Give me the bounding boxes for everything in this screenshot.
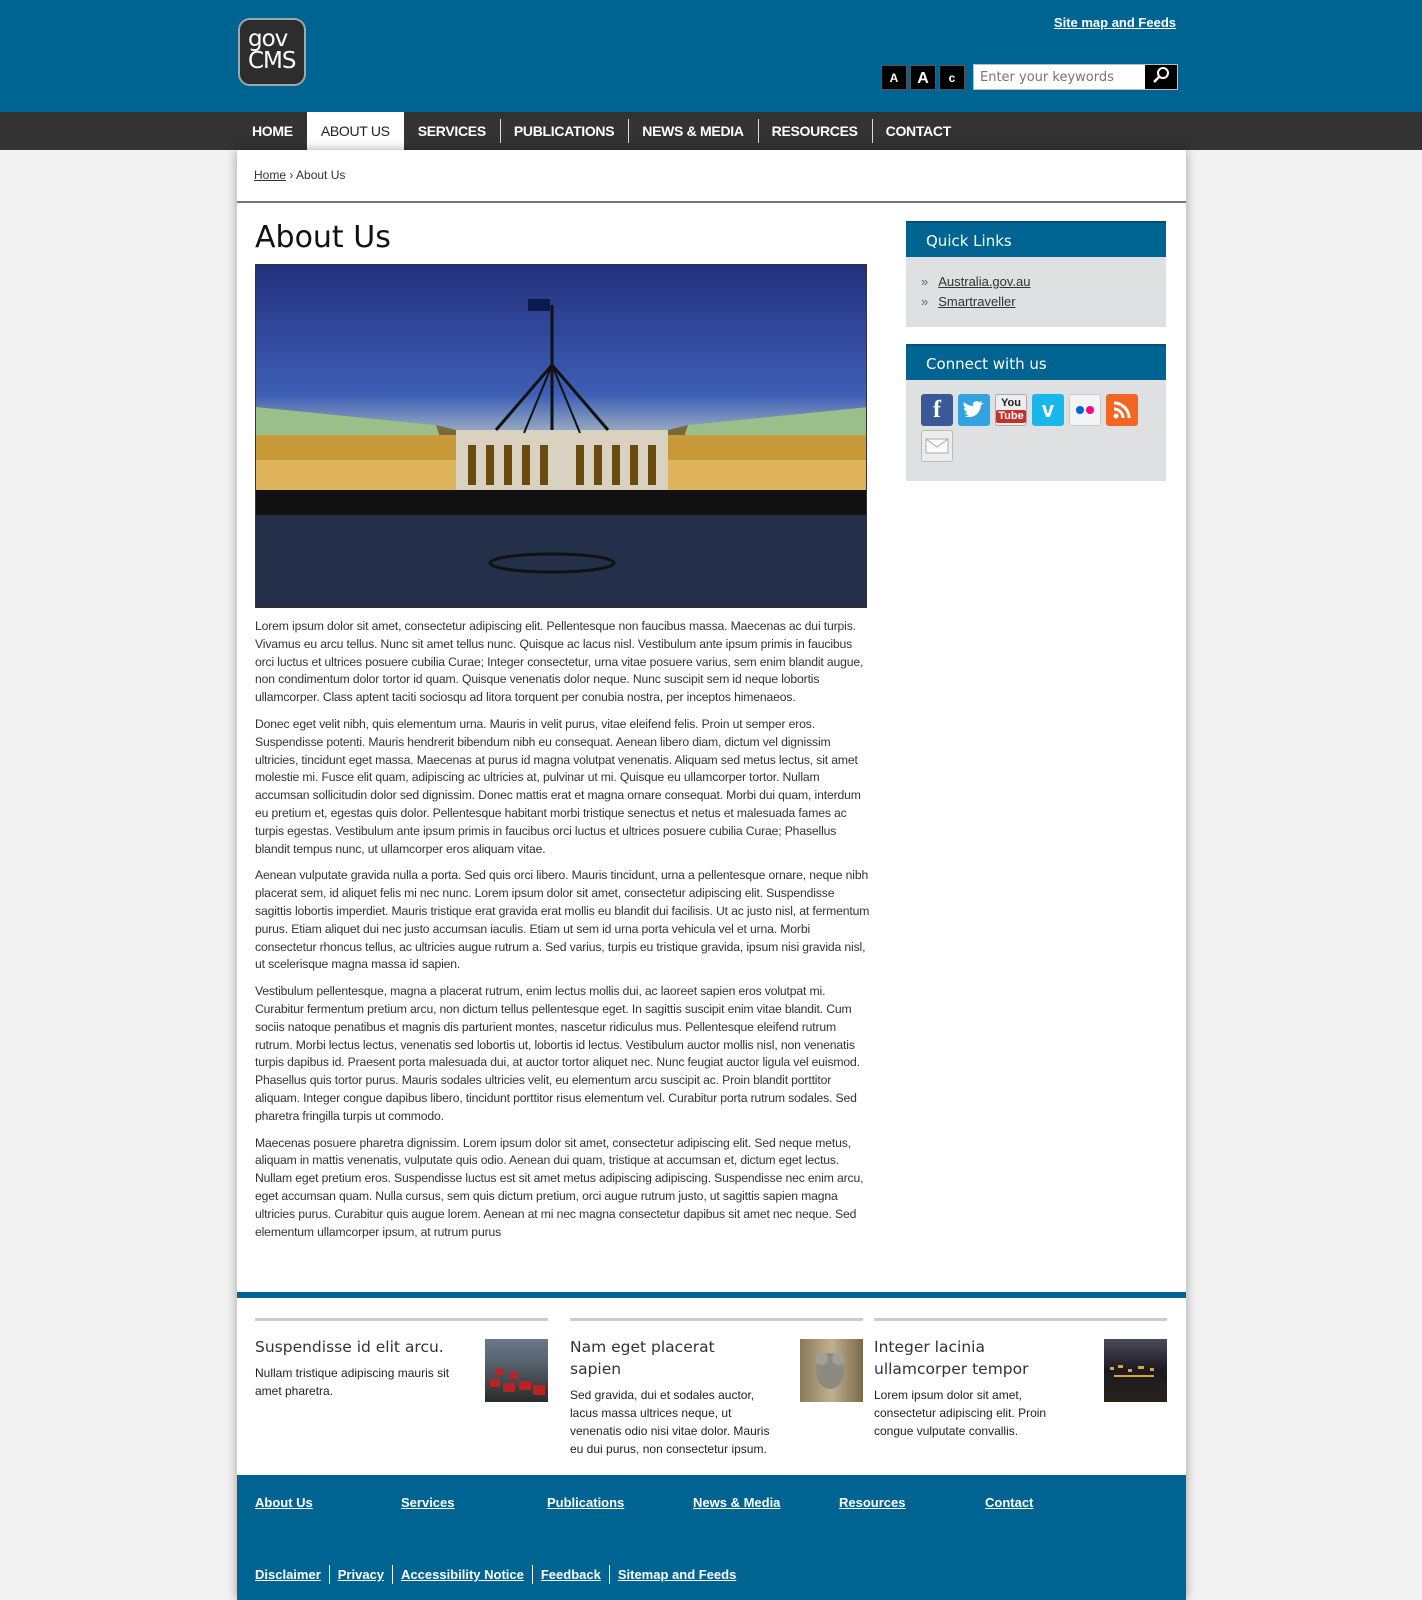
features-divider bbox=[237, 1292, 1186, 1298]
footer-link-privacy[interactable]: Privacy bbox=[329, 1565, 392, 1584]
feature-card[interactable] bbox=[255, 1318, 548, 1400]
nav-item-services[interactable]: SERVICES bbox=[417, 123, 486, 139]
feature-thumbnail-city[interactable] bbox=[1104, 1339, 1167, 1402]
search-input[interactable] bbox=[974, 65, 1145, 89]
nav-item-publications[interactable]: PUBLICATIONS bbox=[500, 112, 628, 150]
main-content bbox=[255, 618, 871, 1250]
footer-nav bbox=[255, 1495, 1131, 1510]
page-title: About Us bbox=[255, 220, 391, 255]
search-box bbox=[973, 64, 1178, 90]
youtube-you-text: You bbox=[1001, 397, 1021, 409]
govcms-logo[interactable] bbox=[238, 18, 306, 86]
sitemap-link[interactable]: Site map and Feeds bbox=[1053, 15, 1176, 30]
feature-title[interactable]: Suspendisse id elit arcu. bbox=[255, 1338, 444, 1356]
feature-card[interactable] bbox=[874, 1318, 1167, 1440]
feature-thumbnail-koala[interactable] bbox=[800, 1339, 863, 1402]
breadcrumb-separator: › bbox=[289, 168, 294, 182]
logo-text-gov: gov bbox=[248, 26, 288, 52]
footer-legal-links bbox=[255, 1565, 744, 1584]
breadcrumb-divider bbox=[237, 201, 1186, 203]
site-header bbox=[0, 0, 1422, 112]
nav-item-about-us[interactable]: ABOUT US bbox=[307, 112, 404, 150]
breadcrumb bbox=[254, 168, 345, 182]
quick-link-smartraveller[interactable]: Smartraveller bbox=[938, 294, 1016, 309]
connect-title: Connect with us bbox=[906, 344, 1166, 380]
quick-links-box bbox=[906, 221, 1166, 327]
quick-link-item bbox=[921, 292, 1166, 312]
footer-link-publications[interactable]: Publications bbox=[547, 1495, 625, 1510]
feature-title[interactable]: Nam eget placerat sapien bbox=[570, 1338, 715, 1378]
text-resize-controls bbox=[881, 65, 965, 90]
content-paragraph: Maecenas posuere pharetra dignissim. Lorem ipsum dolor sit amet, consectetur adipiscing elit. Sed neque metus, aliquam in mattis venenatis, vulputate quis odio. Aenean dui quam, tristique at accumsan et, dictum eget lectus. Nullam eget pretium eros. Suspendisse luctus est sit amet metus adipiscing adipiscing. Suspendisse nec enim arcu, eget accumsan quam. Nulla cursus, sem quis dictum pretium, orci augue rutrum justo, ut sagittis sapien magna ultricies purus. Curabitur quis augue lorem. Aenean at mi nec magna consectetur dapibus sit amet nec neque. Sed elementum ullamcorper ipsum, at rutrum purus bbox=[255, 1135, 864, 1239]
social-links bbox=[906, 380, 1146, 462]
twitter-icon[interactable] bbox=[958, 394, 990, 426]
feature-text: Sed gravida, dui et sodales auctor, lacus massa ultrices neque, ut venenatis odio nisi vitae dolor. Mauris eu dui purus, non consectetur ipsum. bbox=[570, 1388, 770, 1456]
footer-link-accessibility[interactable]: Accessibility Notice bbox=[392, 1565, 532, 1584]
youtube-tube-text: Tube bbox=[998, 410, 1024, 422]
nav-item-news-media[interactable]: NEWS & MEDIA bbox=[628, 112, 757, 150]
breadcrumb-current: About Us bbox=[296, 168, 346, 182]
feature-card[interactable] bbox=[570, 1318, 863, 1458]
quick-link-australia-gov[interactable]: Australia.gov.au bbox=[938, 274, 1031, 289]
vimeo-icon[interactable]: v bbox=[1032, 394, 1064, 426]
feature-text: Nullam tristique adipiscing mauris sit amet pharetra. bbox=[255, 1366, 450, 1398]
feature-thumbnail-traffic[interactable] bbox=[485, 1339, 548, 1402]
logo-text-cms: CMS bbox=[248, 48, 296, 74]
connect-box bbox=[906, 344, 1166, 481]
footer-link-news-media[interactable]: News & Media bbox=[693, 1495, 781, 1510]
quick-links-title: Quick Links bbox=[906, 221, 1166, 257]
footer-link-feedback[interactable]: Feedback bbox=[532, 1565, 609, 1584]
feature-text: Lorem ipsum dolor sit amet, consectetur adipiscing elit. Proin congue vulputate convallis. bbox=[874, 1388, 1047, 1438]
main-navigation bbox=[0, 112, 1422, 150]
footer-link-disclaimer[interactable]: Disclaimer bbox=[255, 1567, 321, 1582]
facebook-icon[interactable]: f bbox=[921, 394, 953, 426]
nav-item-contact[interactable]: CONTACT bbox=[872, 112, 965, 150]
youtube-icon[interactable] bbox=[995, 394, 1027, 426]
email-icon[interactable] bbox=[921, 430, 953, 462]
footer-link-sitemap[interactable]: Sitemap and Feeds bbox=[609, 1565, 744, 1584]
parliament-house-illustration bbox=[256, 265, 867, 608]
content-paragraph: Lorem ipsum dolor sit amet, consectetur adipiscing elit. Pellentesque non faucibus massa. Maecenas ac dui turpis. Vivamus eu arcu tellus. Nunc sit amet tellus nunc. Quisque ac lacus nisl. Vestibulum ante ipsum primis in faucibus orci luctus et ultrices posuere cubilia Curae; Integer consectetur, urna vitae posuere varius, sem enim blandit augue, non condimentum dolor tortor id quam. Quisque venenatis dolor neque. Nunc suscipit sem id neque lobortis ullamcorper. Class aptent taciti sociosqu ad litora torquent per conubia nostra, per inceptos himenaeos. bbox=[255, 619, 864, 705]
content-paragraph: Aenean vulputate gravida nulla a porta. Sed quis orci libero. Mauris tincidunt, urna a pellentesque ornare, neque nibh placerat sem, id aliquet felis mi nec nunc. Lorem ipsum dolor sit amet, consectetur adipiscing elit. Suspendisse sagittis lobortis imperdiet. Mauris tristique erat gravida erat mollis eu blandit dui facilisis. Ut ac justo nisl, at fermentum purus. Etiam aliquet dui nec justo accumsan iaculis. Etiam ut sem id urna porta vehicula vel et urna. Morbi consectetur rhoncus tellus, ac ultricies augue rutrum a. Sed varius, turpis eu tristique gravida, ipsum nisi gravida nisl, ut scelerisque magna massa id sapien. bbox=[255, 868, 870, 972]
breadcrumb-home-link[interactable]: Home bbox=[254, 168, 287, 182]
rss-icon[interactable] bbox=[1106, 394, 1138, 426]
text-reset-button[interactable]: c bbox=[939, 65, 965, 90]
content-paragraph: Donec eget velit nibh, quis elementum urna. Mauris in velit purus, vitae eleifend felis. Proin ut semper eros. Suspendisse potenti. Mauris hendrerit bibendum nibh eu consequat. Aenean libero diam, dictum vel dignissim ultricies, tincidunt eget massa. Maecenas at purus id magna volutpat venenatis. Aliquam sed metus lectus, sit amet molestie mi. Fusce elit quam, adipiscing ac ultricies at, pulvinar ut mi. Quisque eu ullamcorper tortor. Nullam accumsan sollicitudin dolor sed dignissim. Donec mattis erat et magna ornare consequat. Morbi dui quam, interdum eu pretium et, egestas quis dolor. Pellentesque habitant morbi tristique senectus et netus et malesuada fames ac turpis egestas. Vestibulum ante ipsum primis in faucibus orci luctus et ultrices posuere cubilia Curae; Phasellus blandit tempus nunc, ut ullamcorper eros aliquam vitae. bbox=[255, 716, 861, 856]
text-larger-button[interactable]: A bbox=[910, 65, 936, 90]
bullet-icon: » bbox=[921, 294, 929, 309]
nav-item-resources[interactable]: RESOURCES bbox=[758, 112, 872, 150]
text-smaller-button[interactable]: A bbox=[881, 65, 907, 90]
page-container bbox=[237, 150, 1186, 1600]
search-button[interactable] bbox=[1145, 65, 1177, 89]
search-icon bbox=[1152, 66, 1170, 84]
hero-image-parliament-house bbox=[255, 264, 867, 608]
footer-link-contact[interactable]: Contact bbox=[985, 1495, 1034, 1510]
flickr-icon[interactable] bbox=[1069, 394, 1101, 426]
footer-link-resources[interactable]: Resources bbox=[839, 1495, 906, 1510]
site-footer bbox=[237, 1475, 1186, 1600]
content-paragraph: Vestibulum pellentesque, magna a placerat rutrum, enim lectus mollis dui, ac laoreet sapien eros volutpat mi. Curabitur fermentum pretium arcu, non dictum tellus pellentesque eget. In sagittis suscipit enim vitae blandit. Cum sociis natoque penatibus et magnis dis parturient montes, nascetur ridiculus mus. Pellentesque eleifend rutrum rutrum. Morbi lectus lectus, venenatis sed lobortis ut, lobortis id lectus. Vestibulum auctor mollis nisl, non venenatis turpis dapibus id. Praesent porta malesuada dui, at auctor tortor aliquet nec. Nunc feugiat auctor ligula vel euismod. Phasellus quis tortor purus. Mauris sodales ultricies velit, eu elementum arcu suscipit ac. Proin blandit porttitor aliquam. Integer congue dapibus libero, tincidunt porttitor risus elementum vel. Curabitur porta rutrum sodales. Sed pharetra fringilla turpis ut commodo. bbox=[255, 984, 860, 1123]
quick-link-item bbox=[921, 272, 1166, 292]
footer-link-about-us[interactable]: About Us bbox=[255, 1495, 313, 1510]
bullet-icon: » bbox=[921, 274, 929, 289]
feature-title[interactable]: Integer lacinia ullamcorper tempor bbox=[874, 1338, 1029, 1378]
footer-link-services[interactable]: Services bbox=[401, 1495, 455, 1510]
nav-item-home[interactable]: HOME bbox=[252, 123, 293, 139]
